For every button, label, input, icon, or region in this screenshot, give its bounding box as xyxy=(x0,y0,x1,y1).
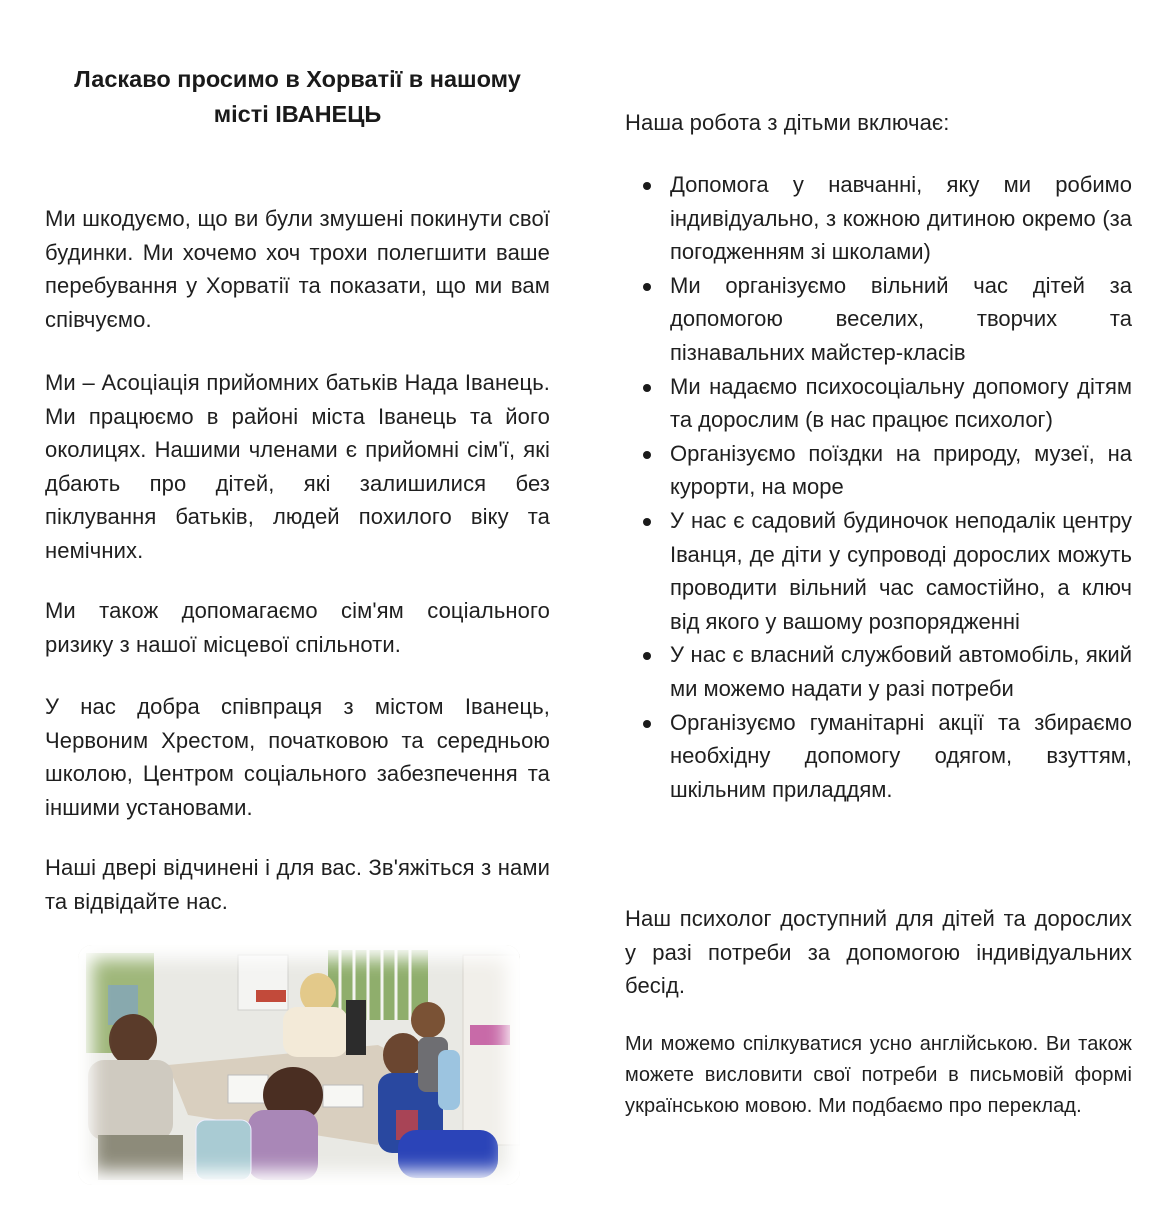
language-paragraph: Ми можемо спілкуватися усно англійською. Ви також можете висловити свої потреби в письмовій формі українською мовою. Ми подбаємо про переклад. xyxy=(625,1033,1132,1117)
cooperation-paragraph: У нас добра співпраця з містом Іванець, Червоним Хрестом, початковою та середньою школою, Центром соціального забезпечення та іншими установами. xyxy=(45,694,550,820)
list-item-text: Організуємо поїздки на природу, музеї, на курорти, на море xyxy=(670,440,1132,500)
social-risk-paragraph: Ми також допомагаємо сім'ям соціального ризику з нашої місцевої спільноти. xyxy=(45,598,550,657)
list-item-text: Ми організуємо вільний час дітей за допомогою веселих, творчих та пізнавальних майстер-класів xyxy=(670,272,1132,365)
list-item xyxy=(625,504,1132,638)
list-item xyxy=(625,370,1132,437)
list-item-text: У нас є власний службовий автомобіль, який ми можемо надати у разі потреби xyxy=(670,642,1132,701)
list-item xyxy=(625,437,1132,504)
list-item xyxy=(625,638,1132,705)
bullet-icon xyxy=(643,720,651,728)
photo-vignette xyxy=(78,945,520,1185)
page-title: Ласкаво просимо в Хорватії в нашому місті ІВАНЕЦЬ xyxy=(74,65,521,127)
work-activities-list xyxy=(625,168,1132,806)
list-item-text: Допомога у навчанні, яку ми робимо індивідуально, з кожною дитиною окремо (за погодженням зі школами) xyxy=(670,172,1132,265)
intro-paragraph: Ми шкодуємо, що ви були змушені покинути свої будинки. Ми хочемо хоч трохи полегшити ваше перебування у Хорватії та показати, що ми вам співчуємо. xyxy=(45,206,550,332)
work-intro: Наша робота з дітьми включає: xyxy=(625,110,950,135)
contact-paragraph: Наші двері відчинені і для вас. Зв'яжіться з нами та відвідайте нас. xyxy=(45,855,550,914)
association-paragraph: Ми – Асоціація прийомних батьків Нада Іванець. Ми працюємо в районі міста Іванець та його околицях. Нашими членами є прийомні сім'ї, які дбають про дітей, які залишилися без піклування батьків, людей похилого віку та немічних. xyxy=(45,370,550,563)
bullet-icon xyxy=(643,182,651,190)
children-group-photo xyxy=(78,945,520,1185)
bullet-icon xyxy=(643,518,651,526)
list-item-text: Організуємо гуманітарні акції та збираємо необхідну допомогу одягом, взуттям, шкільним приладдям. xyxy=(670,709,1132,802)
bullet-icon xyxy=(643,283,651,291)
bullet-icon xyxy=(643,652,651,660)
list-item-text: У нас є садовий будиночок неподалік центру Іванця, де діти у супроводі дорослих можуть проводити вільний час самостійно, а ключ від якого у вашому розпорядженні xyxy=(670,507,1132,634)
list-item-text: Ми надаємо психосоціальну допомогу дітям та дорослим (в нас працює психолог) xyxy=(670,373,1132,433)
bullet-icon xyxy=(643,384,651,392)
bullet-icon xyxy=(643,451,651,459)
list-item xyxy=(625,168,1132,269)
list-item xyxy=(625,269,1132,370)
list-item xyxy=(625,706,1132,807)
psychologist-paragraph: Наш психолог доступний для дітей та дорослих у разі потреби за допомогою індивідуальних бесід. xyxy=(625,906,1132,999)
